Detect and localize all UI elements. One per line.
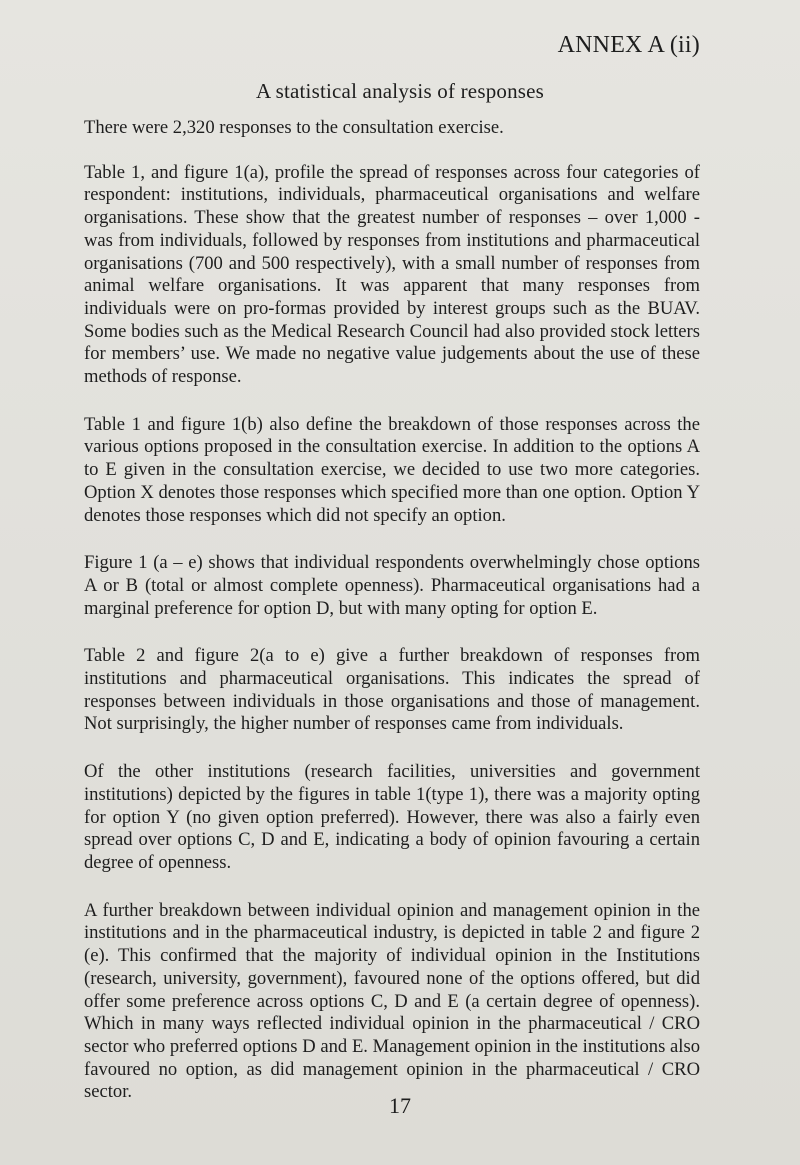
paragraph-responses-total: There were 2,320 responses to the consultation exercise. [84,117,504,138]
annex-label: ANNEX A (ii) [557,32,700,58]
paragraph-options-breakdown: Table 1 and figure 1(b) also define the breakdown of those responses across the various options proposed in the consultation exercise. In addition to the options A to E given in the consultation exercise, we decided to use two more categories. Option X denotes those responses which specified more than one option. Option Y denotes those responses which did not specify an option. [84,413,700,526]
body-text [84,117,700,1129]
paragraph-other-institutions: Of the other institutions (research facilities, universities and government institutions) depicted by the figures in table 1(type 1), there was a majority opting for option Y (no given option preferred). However, there was also a fairly even spread over options C, D and E, indicating a body of opinion favouring a certain degree of openness. [84,761,700,873]
paragraph-further-breakdown: A further breakdown between individual opinion and management opinion in the institutions and in the pharmaceutical industry, is depicted in table 2 and figure 2 (e). This confirmed that the majority of individual opinion in the Institutions (research, university, government), favoured none of the options offered, but did offer some preference across options C, D and E (a certain degree of openness). Which in many ways reflected individual opinion in the pharmaceutical / CRO sector who preferred options D and E. Management opinion in the institutions also favoured no option, as did management opinion in the pharmaceutical / CRO sector. [84,899,700,1103]
paragraph-table-2: Table 2 and figure 2(a to e) give a further breakdown of responses from institutions and pharmaceutical organisations. This indicates the spread of responses between individuals in those organisations and those of management. Not surprisingly, the higher number of responses came from individuals. [84,645,700,735]
paragraph-respondent-categories: Table 1, and figure 1(a), profile the spread of responses across four categories of respondent: institutions, individuals, pharmaceutical organisations and welfare organisations. These show that the greatest number of responses – over 1,000 - was from individuals, followed by responses from institutions and pharmaceutical organisations (700 and 500 respectively), with a small number of responses from animal welfare organisations. It was apparent that many responses from individuals were on pro-formas provided by interest groups such as the BUAV. Some bodies such as the Medical Research Council had also provided stock letters for members’ use. We made no negative value judgements about the use of these methods of response. [84,161,700,388]
page-title: A statistical analysis of responses [255,79,545,103]
paragraph-figure-1: Figure 1 (a – e) shows that individual respondents overwhelmingly chose options A or B (total or almost complete openness). Pharmaceutical organisations had a marginal preference for option D, but with many opting for option E. [84,552,700,619]
page-number: 17 [389,1093,411,1118]
